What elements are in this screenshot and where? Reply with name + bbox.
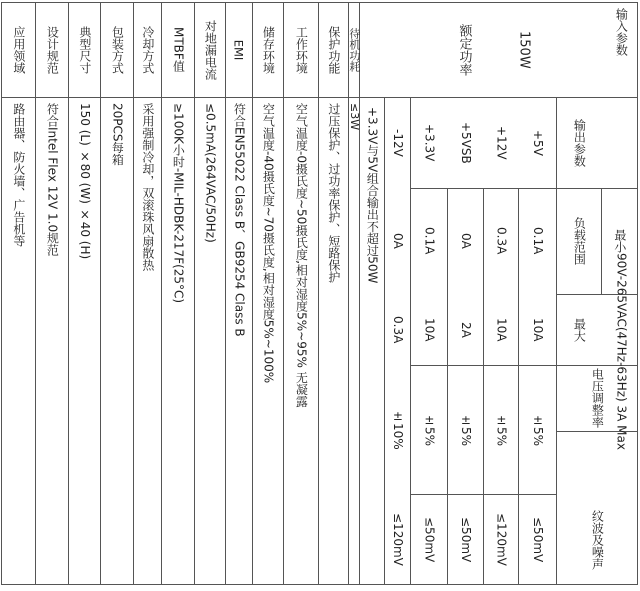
min-cell	[384, 188, 410, 294]
rail-label: +3.3V	[422, 123, 437, 162]
max-cell	[410, 294, 447, 365]
regulation-cell	[447, 365, 483, 494]
rated-power-label: 额定功率	[456, 23, 472, 76]
max-cell	[518, 294, 556, 365]
min-value: 0.1A	[422, 227, 437, 255]
regulation-value: ±5%	[494, 412, 509, 447]
regulation-value: ±5%	[422, 412, 437, 447]
spec-value: 过压保护、过功率保护、短路保护	[326, 103, 341, 283]
rail-cell	[384, 97, 410, 188]
spec-label-cell	[318, 2, 348, 97]
spec-value-cell	[35, 97, 68, 591]
min-cell	[518, 188, 556, 294]
rail-label: +12V	[494, 125, 509, 160]
input-label: 输入参数	[614, 8, 629, 56]
spec-value: 路由器、防火墙、广告机等	[11, 103, 26, 247]
min-label: 最小	[612, 229, 627, 253]
min-value: 0A	[390, 233, 405, 249]
rail-label: +5VSB	[458, 121, 473, 164]
spec-label-cell	[252, 2, 283, 97]
spec-label: 储存环境	[261, 25, 276, 74]
rail-cell	[410, 97, 447, 188]
combined-note-cell	[359, 97, 384, 591]
spec-value: 符合EN55022 Class B、GB9254 Class B	[232, 103, 247, 337]
spec-label: 应用领域	[11, 25, 26, 74]
spec-label: MTBF值	[171, 27, 186, 72]
load-range-label: 负载范围	[572, 217, 587, 265]
spec-value-cell	[318, 97, 348, 591]
ripple-value: ≤120mV	[390, 513, 405, 566]
spec-value: ≥100K小时-MIL-HDBK-217F(25°C)	[171, 103, 186, 304]
rated-power-value: 150W	[516, 30, 532, 69]
min-value: 0A	[458, 233, 473, 249]
spec-label-cell	[194, 2, 225, 97]
ripple-cell	[384, 494, 410, 585]
min-cell	[447, 188, 483, 294]
max-cell	[384, 294, 410, 365]
max-label: 最大	[572, 317, 587, 342]
regulation-value: ±5%	[458, 412, 473, 447]
load-range-header	[556, 188, 601, 294]
rail-label: +5V	[530, 129, 545, 156]
spec-value: ≤3W	[347, 103, 361, 131]
spec-label-cell	[100, 2, 133, 97]
min-cell	[483, 188, 518, 294]
rated-power-header	[433, 2, 493, 97]
input-value: 90V-265VAC(47Hz-63Hz) 3A Max	[614, 253, 629, 450]
max-header	[556, 294, 601, 365]
max-value: 10A	[494, 317, 509, 342]
regulation-label: 电压调整率	[590, 368, 605, 428]
min-header	[601, 188, 637, 294]
min-value: 0.1A	[530, 227, 545, 255]
regulation-value: ±10%	[390, 409, 405, 450]
ripple-cell	[483, 494, 518, 585]
spec-label-cell	[1, 2, 35, 97]
min-value: 0.3A	[494, 227, 509, 255]
max-value: 2A	[458, 321, 473, 338]
spec-value: 150 (L) ×80 (W) ×40 (H)	[77, 103, 92, 260]
combined-note: +3.3V与5V组合输出不超过50W	[365, 107, 380, 284]
spec-value-cell	[348, 97, 359, 591]
output-label: 输出参数	[572, 118, 587, 167]
ripple-label: 纹波及噪声	[590, 509, 605, 570]
max-value: 10A	[530, 317, 545, 342]
spec-value-cell	[283, 97, 318, 591]
spec-value-cell	[225, 97, 252, 591]
spec-label: EMI	[231, 39, 246, 60]
rail-cell	[518, 97, 556, 188]
spec-label-cell	[133, 2, 161, 97]
input-header	[604, 2, 637, 103]
spec-value-cell	[133, 97, 161, 591]
max-cell	[447, 294, 483, 365]
ripple-value: ≤50mV	[458, 516, 473, 563]
spec-label: 工作环境	[294, 25, 309, 74]
spec-label: 冷却方式	[140, 25, 155, 74]
ripple-header	[556, 494, 637, 585]
spec-label-cell	[225, 2, 252, 97]
spec-value-cell	[100, 97, 133, 591]
spec-value: ≤0.5mA(264VAC/50Hz)	[203, 103, 218, 243]
rail-cell	[483, 97, 518, 188]
ripple-cell	[518, 494, 556, 585]
spec-label: 对地漏电流	[203, 19, 218, 80]
regulation-value: ±5%	[530, 412, 545, 447]
spec-value-cell	[194, 97, 225, 591]
spec-value: 符合Intel Flex 12V 1.0规范	[45, 103, 60, 257]
spec-label-cell	[161, 2, 194, 97]
min-cell	[410, 188, 447, 294]
spec-value-cell	[252, 97, 283, 591]
spec-value: 采用强制冷却，双滚珠风扇散热	[140, 103, 155, 271]
rail-label: -12V	[390, 128, 405, 157]
spec-value-cell	[1, 97, 35, 591]
spec-label: 包装方式	[110, 25, 125, 74]
regulation-header	[556, 365, 637, 431]
ripple-cell	[447, 494, 483, 585]
ripple-value: ≤120mV	[494, 513, 509, 566]
spec-label: 设计规范	[45, 25, 60, 74]
regulation-cell	[518, 365, 556, 494]
rail-cell	[447, 97, 483, 188]
spec-value: 空气温度-40摄氏度~70摄氏度,相对湿度5%~100%	[261, 103, 276, 384]
spec-value-cell	[161, 97, 194, 591]
ripple-value: ≤50mV	[422, 516, 437, 563]
spec-label-cell	[283, 2, 318, 97]
spec-value: 空气温度-0摄氏度~50摄氏度,相对湿度5%~95% 无凝露	[294, 103, 309, 408]
spec-label: 待机功耗	[347, 27, 361, 72]
max-value: 10A	[422, 317, 437, 342]
max-cell	[483, 294, 518, 365]
regulation-cell	[410, 365, 447, 494]
ripple-value: ≤50mV	[530, 516, 545, 563]
max-value: 0.3A	[390, 315, 405, 344]
output-header	[556, 97, 601, 188]
spec-label: 典型尺寸	[77, 25, 92, 74]
regulation-cell	[384, 365, 410, 494]
spec-label: 保护功能	[326, 25, 341, 74]
spec-label-cell	[68, 2, 100, 97]
regulation-cell	[483, 365, 518, 494]
rated-power-cell	[493, 2, 553, 97]
spec-label-cell	[35, 2, 68, 97]
spec-value-cell	[68, 97, 100, 591]
spec-value: 20PCS每箱	[110, 103, 125, 166]
spec-label-cell	[348, 2, 359, 97]
ripple-cell	[410, 494, 447, 585]
